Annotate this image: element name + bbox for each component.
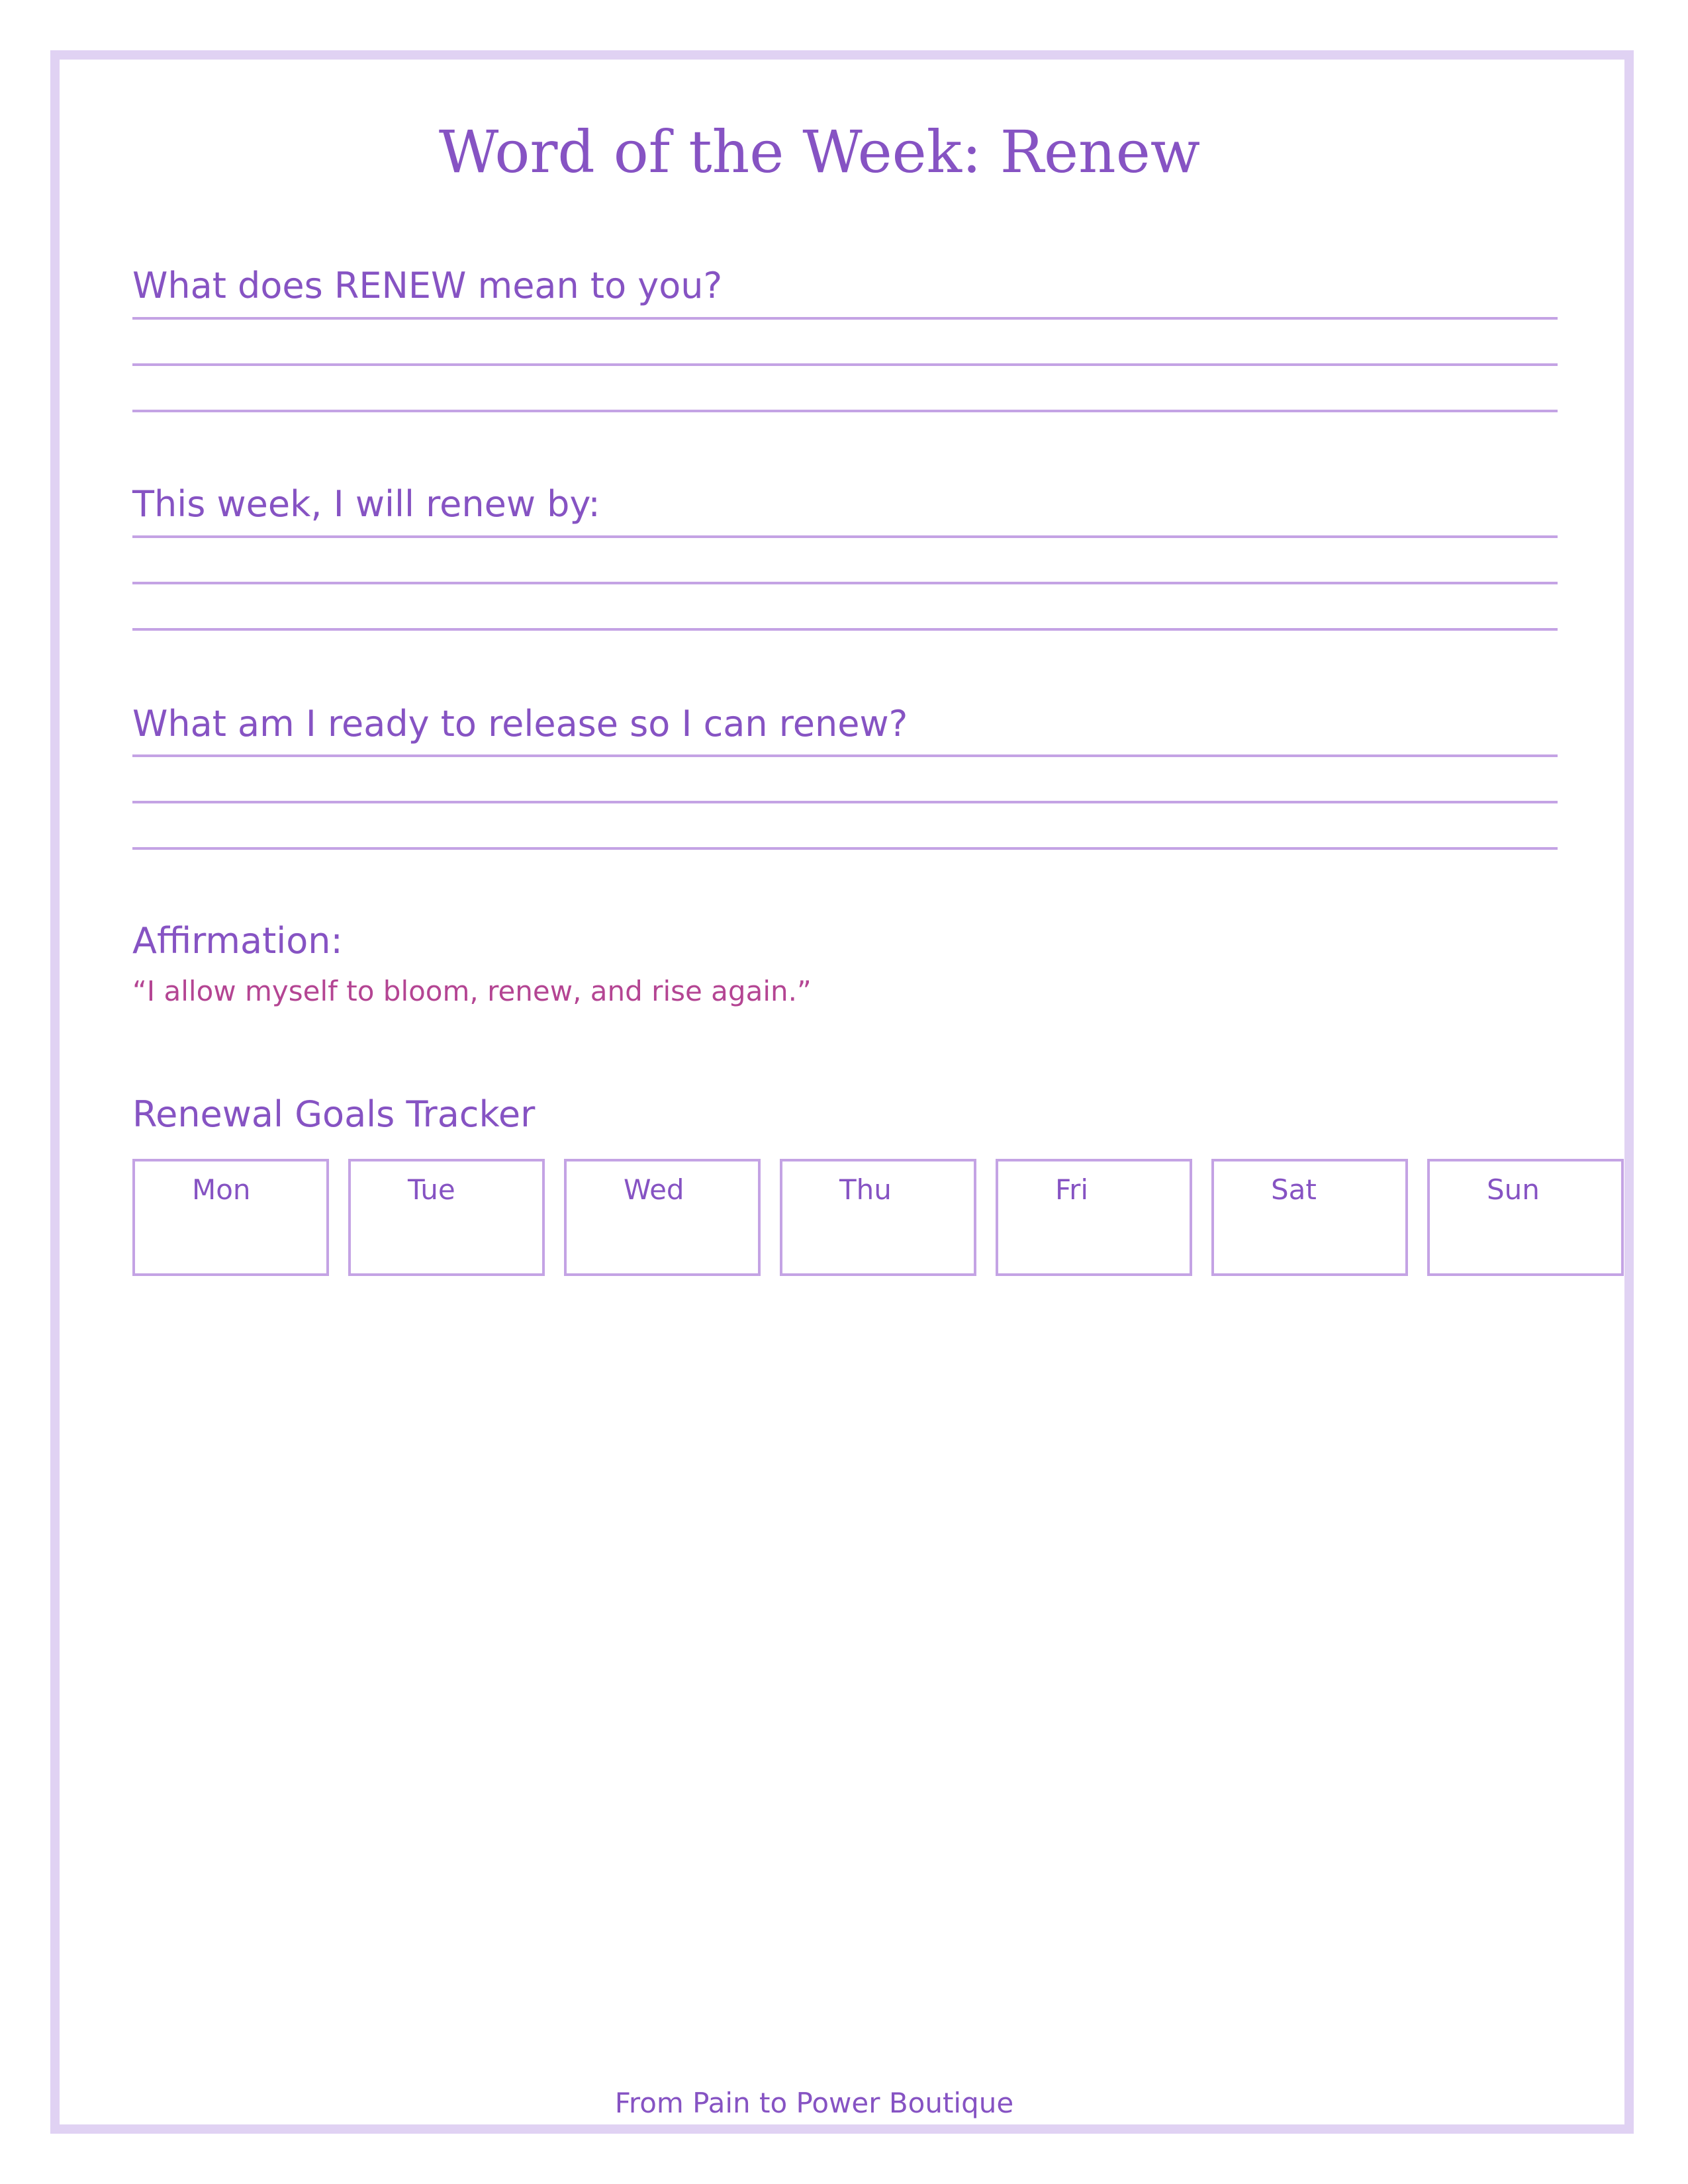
prompt-renew-meaning: What does RENEW mean to you?	[132, 265, 723, 306]
writing-line[interactable]	[132, 410, 1558, 412]
footer-brand: From Pain to Power Boutique	[614, 2087, 1014, 2119]
tracker-box-fri[interactable]	[996, 1159, 1192, 1276]
writing-line[interactable]	[132, 535, 1558, 538]
writing-line[interactable]	[132, 363, 1558, 366]
writing-line[interactable]	[132, 582, 1558, 584]
prompt-renew-by: This week, I will renew by:	[132, 483, 600, 525]
writing-line[interactable]	[132, 317, 1558, 320]
writing-line[interactable]	[132, 754, 1558, 757]
tracker-day-label: Fri	[1055, 1173, 1089, 1206]
tracker-day-label: Thu	[839, 1173, 892, 1206]
affirmation-label: Affirmation:	[132, 920, 343, 962]
tracker-day-label: Tue	[408, 1173, 455, 1206]
writing-line[interactable]	[132, 847, 1558, 850]
writing-line[interactable]	[132, 801, 1558, 803]
prompt-ready-to-release: What am I ready to release so I can renew?	[132, 703, 908, 745]
writing-line[interactable]	[132, 628, 1558, 631]
tracker-title: Renewal Goals Tracker	[132, 1093, 536, 1135]
affirmation-quote: “I allow myself to bloom, renew, and rise again.”	[132, 975, 812, 1007]
page-title: Word of the Week: Renew	[438, 118, 1201, 186]
tracker-day-label: Wed	[624, 1173, 684, 1206]
tracker-day-label: Mon	[192, 1173, 251, 1206]
tracker-day-label: Sun	[1487, 1173, 1540, 1206]
tracker-day-label: Sat	[1271, 1173, 1317, 1206]
